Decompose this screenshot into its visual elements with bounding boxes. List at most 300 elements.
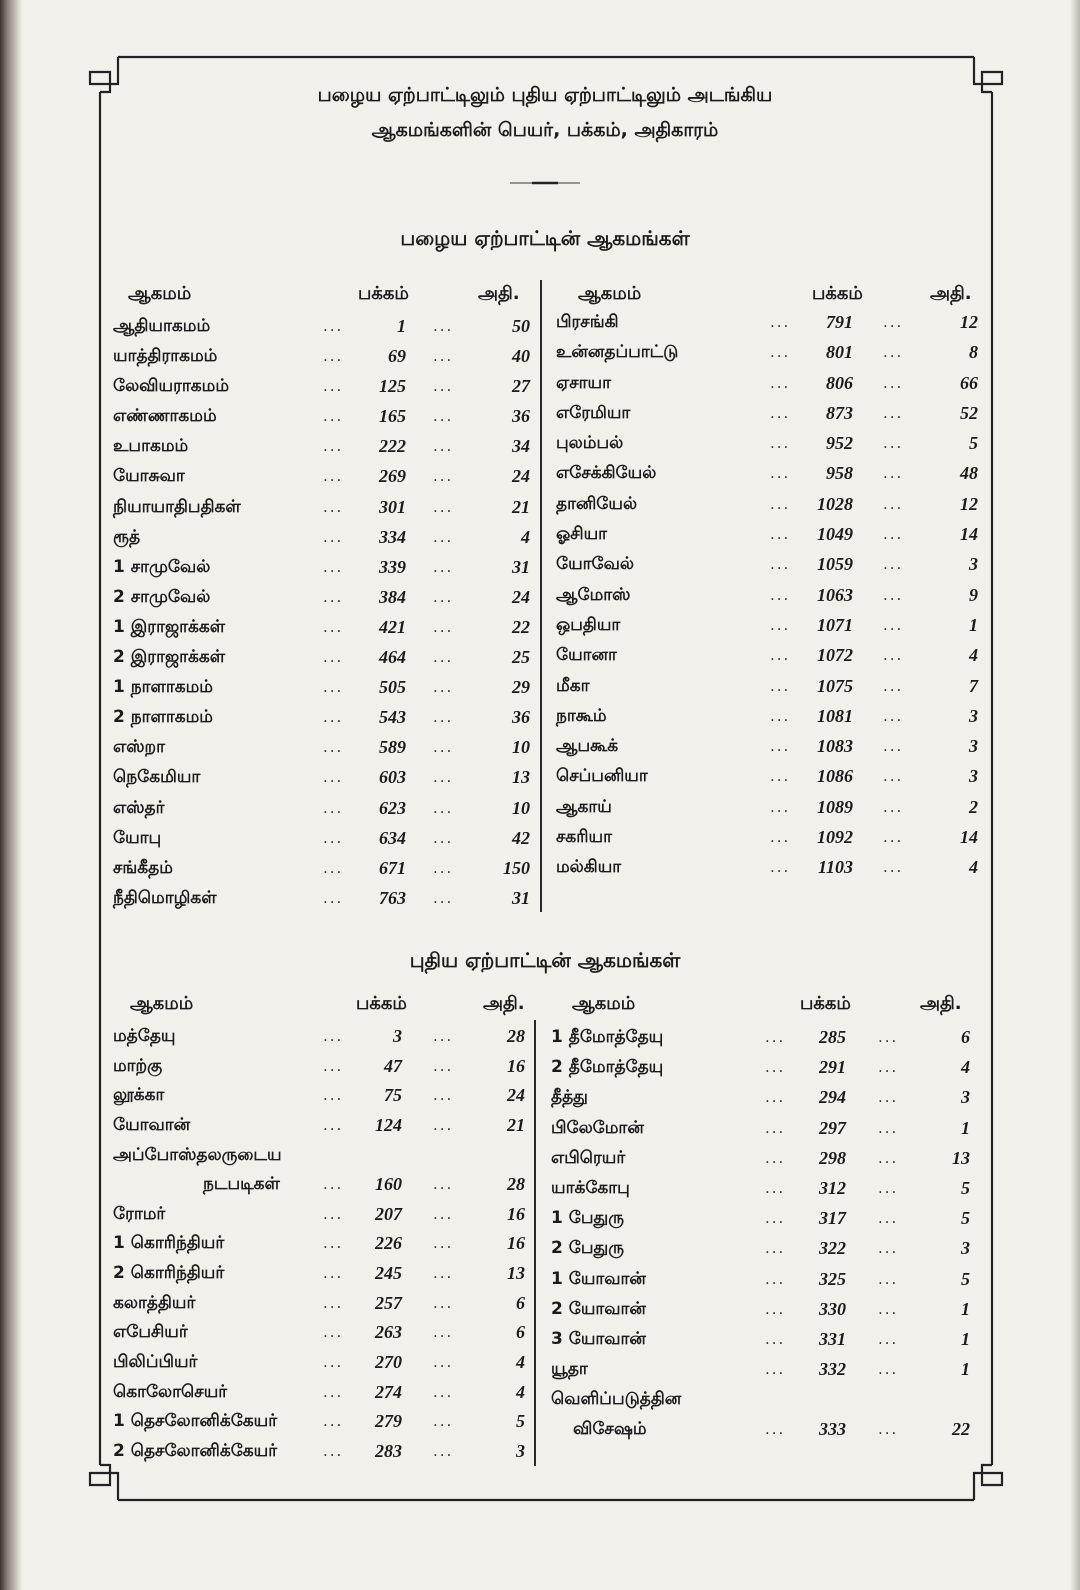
book-name: பிரசங்கி (556, 312, 619, 332)
page-number: 75 (384, 1085, 402, 1106)
book-name: ரோமர் (113, 1203, 166, 1224)
page-number: 1071 (817, 614, 853, 635)
nt-right-column (551, 1022, 983, 1445)
leader-dots: ... (323, 1412, 344, 1431)
leader-dots: ... (433, 798, 454, 817)
leader-dots: ... (433, 617, 454, 636)
leader-dots: ... (878, 1360, 899, 1379)
chapter-count: 4 (516, 1381, 525, 1402)
chapter-count: 3 (516, 1440, 525, 1461)
chapter-count: 14 (960, 827, 978, 848)
leader-dots: ... (770, 585, 791, 604)
chapter-count: 21 (512, 496, 530, 517)
leader-dots: ... (878, 1239, 899, 1258)
leader-dots: ... (765, 1269, 786, 1288)
page-number: 1075 (817, 675, 853, 696)
leader-dots: ... (878, 1269, 899, 1288)
book-name: கொலோசெயர் (113, 1381, 228, 1402)
chapter-count: 3 (969, 736, 978, 757)
leader-dots: ... (323, 708, 344, 727)
book-name: பிலிப்பியர் (113, 1352, 198, 1373)
book-row (113, 1111, 545, 1141)
book-row (556, 398, 988, 428)
ot-right-header-chapters: அதி. (930, 283, 972, 304)
page-number: 1049 (817, 524, 853, 545)
book-row (556, 640, 988, 670)
leader-dots: ... (883, 343, 904, 362)
leader-dots: ... (883, 494, 904, 513)
leader-dots: ... (323, 467, 344, 486)
leader-dots: ... (883, 767, 904, 786)
book-name: எபிரெயர் (551, 1147, 626, 1168)
corner-ornament-bottom-right (974, 1465, 1002, 1500)
book-row (556, 368, 988, 398)
page-number: 124 (375, 1114, 402, 1135)
leader-dots: ... (433, 738, 454, 757)
book-row (113, 341, 545, 371)
leader-dots: ... (323, 317, 344, 335)
page-number: 322 (819, 1238, 846, 1259)
book-row (556, 852, 988, 882)
book-row (113, 672, 545, 702)
leader-dots: ... (323, 828, 344, 847)
leader-dots: ... (770, 828, 791, 847)
book-name: மீகா (556, 675, 590, 696)
book-name: 2 யோவான் (551, 1298, 646, 1319)
chapter-count: 16 (507, 1203, 525, 1224)
book-row (113, 1407, 545, 1437)
leader-dots: ... (883, 737, 904, 756)
book-name: யோவேல் (556, 554, 634, 575)
leader-dots: ... (883, 313, 904, 331)
leader-dots: ... (433, 1441, 454, 1460)
book-name: எஸ்றா (113, 737, 165, 758)
new-testament-heading: புதிய ஏற்பாட்டின் ஆகமங்கள் (409, 948, 681, 972)
leader-dots: ... (770, 494, 791, 513)
chapter-count: 6 (516, 1322, 525, 1343)
chapter-count: 13 (507, 1263, 525, 1284)
leader-dots: ... (323, 1382, 344, 1401)
book-name: 2 இராஜாக்கள் (113, 647, 226, 668)
book-name: 2 தீமோத்தேயு (551, 1057, 664, 1078)
leader-dots: ... (433, 828, 454, 847)
page-number: 69 (388, 346, 406, 367)
corner-ornament-top-right (974, 57, 1002, 92)
title-divider (510, 181, 580, 185)
book-name: கலாத்தியர் (113, 1292, 196, 1313)
book-name-continued: விசேஷம் (573, 1419, 647, 1440)
leader-dots: ... (433, 1293, 454, 1312)
book-row (551, 1324, 983, 1354)
book-row (556, 671, 988, 701)
page-number: 269 (379, 466, 406, 487)
leader-dots: ... (770, 737, 791, 756)
chapter-count: 6 (516, 1292, 525, 1313)
page-number: 226 (375, 1233, 402, 1254)
book-name: 2 நாளாகமம் (113, 707, 213, 728)
book-name: ரூத் (113, 526, 141, 547)
page-number: 330 (819, 1298, 846, 1319)
page-number: 952 (826, 433, 853, 454)
leader-dots: ... (323, 1293, 344, 1312)
chapter-count: 3 (969, 705, 978, 726)
book-name: 1 தீமோத்தேயு (551, 1027, 664, 1047)
chapter-count: 31 (512, 556, 530, 577)
book-row (556, 337, 988, 367)
leader-dots: ... (765, 1299, 786, 1318)
book-name: எண்ணாகமம் (113, 406, 217, 427)
book-row (551, 1354, 983, 1384)
chapter-count: 4 (516, 1352, 525, 1373)
page-number: 589 (379, 737, 406, 758)
nt-right-header-page: பக்கம் (800, 993, 851, 1014)
chapter-count: 7 (969, 675, 978, 696)
book-name: 2 தெசலோனிக்கேயர் (113, 1440, 278, 1461)
leader-dots: ... (433, 437, 454, 456)
ot-left-header-page: பக்கம் (358, 283, 409, 304)
corner-ornament-top-left (90, 57, 118, 92)
page-number: 222 (379, 436, 406, 457)
leader-dots: ... (765, 1420, 786, 1439)
page-number: 257 (375, 1292, 402, 1313)
leader-dots: ... (323, 377, 344, 396)
book-name: 1 நாளாகமம் (113, 677, 213, 698)
page-number: 298 (819, 1147, 846, 1168)
page-number: 1 (397, 316, 406, 336)
book-row (551, 1233, 983, 1263)
book-row (556, 519, 988, 549)
leader-dots: ... (770, 615, 791, 634)
page-number: 384 (379, 586, 406, 607)
page-number: 464 (379, 647, 406, 668)
leader-dots: ... (323, 798, 344, 817)
book-name: பிலேமோன் (551, 1117, 644, 1138)
chapter-count: 4 (961, 1057, 970, 1078)
leader-dots: ... (765, 1329, 786, 1348)
page-number: 1072 (817, 645, 853, 666)
leader-dots: ... (770, 555, 791, 574)
book-row (113, 1081, 545, 1111)
leader-dots: ... (878, 1148, 899, 1167)
page-number: 279 (375, 1411, 402, 1432)
leader-dots: ... (323, 738, 344, 757)
leader-dots: ... (878, 1028, 899, 1046)
chapter-count: 4 (969, 645, 978, 666)
leader-dots: ... (765, 1088, 786, 1107)
book-row (556, 580, 988, 610)
chapter-count: 24 (512, 586, 530, 607)
book-row (113, 582, 545, 612)
leader-dots: ... (878, 1209, 899, 1228)
leader-dots: ... (323, 1086, 344, 1105)
book-row (113, 1141, 545, 1171)
page-number: 1083 (817, 736, 853, 757)
page-number: 312 (819, 1177, 846, 1198)
leader-dots: ... (883, 828, 904, 847)
book-row (113, 1022, 545, 1052)
book-row (113, 793, 545, 823)
book-name: மாற்கு (113, 1055, 163, 1076)
page-number: 1063 (817, 584, 853, 605)
leader-dots: ... (323, 858, 344, 877)
book-row (113, 522, 545, 552)
chapter-count: 12 (960, 312, 978, 332)
leader-dots: ... (883, 797, 904, 816)
leader-dots: ... (433, 708, 454, 727)
leader-dots: ... (433, 768, 454, 787)
nt-right-header-chapters: அதி. (920, 993, 962, 1014)
leader-dots: ... (323, 617, 344, 636)
book-row (113, 732, 545, 762)
chapter-count: 1 (961, 1117, 970, 1138)
book-row (556, 428, 988, 458)
leader-dots: ... (323, 1234, 344, 1253)
leader-dots: ... (433, 497, 454, 516)
leader-dots: ... (433, 557, 454, 576)
leader-dots: ... (323, 1115, 344, 1134)
page-number: 294 (819, 1087, 846, 1108)
book-row (113, 1318, 545, 1348)
book-row (551, 1052, 983, 1082)
book-row (551, 1082, 983, 1112)
leader-dots: ... (323, 1264, 344, 1283)
nt-left-header-chapters: அதி. (483, 993, 525, 1014)
leader-dots: ... (433, 1056, 454, 1075)
leader-dots: ... (878, 1329, 899, 1348)
leader-dots: ... (883, 706, 904, 725)
book-name: 1 பேதுரு (551, 1208, 624, 1229)
chapter-count: 3 (961, 1087, 970, 1108)
leader-dots: ... (883, 373, 904, 392)
book-row (551, 1173, 983, 1203)
page-number: 1028 (817, 493, 853, 514)
leader-dots: ... (433, 1086, 454, 1105)
leader-dots: ... (770, 313, 791, 331)
book-row (551, 1113, 983, 1143)
nt-left-column (113, 1022, 545, 1467)
chapter-count: 50 (512, 316, 530, 336)
leader-dots: ... (433, 1115, 454, 1134)
leader-dots: ... (433, 1264, 454, 1283)
leader-dots: ... (433, 888, 454, 907)
leader-dots: ... (770, 858, 791, 877)
page-number: 47 (384, 1055, 402, 1076)
leader-dots: ... (323, 1323, 344, 1342)
chapter-count: 22 (512, 616, 530, 637)
book-name: யோவான் (113, 1114, 191, 1135)
book-name: 1 யோவான் (551, 1268, 646, 1289)
leader-dots: ... (323, 1353, 344, 1372)
leader-dots: ... (770, 373, 791, 392)
chapter-count: 13 (952, 1147, 970, 1168)
page-number: 1059 (817, 554, 853, 575)
book-name: எசேக்கியேல் (556, 463, 657, 484)
book-name: எபேசியர் (113, 1322, 188, 1343)
leader-dots: ... (883, 615, 904, 634)
leader-dots: ... (883, 676, 904, 695)
leader-dots: ... (770, 434, 791, 453)
book-row (113, 431, 545, 461)
page-number: 1103 (817, 857, 853, 878)
book-name: யாத்திராகமம் (113, 346, 218, 367)
book-row (556, 792, 988, 822)
book-row (113, 1348, 545, 1378)
leader-dots: ... (433, 1353, 454, 1372)
leader-dots: ... (883, 646, 904, 665)
leader-dots: ... (883, 555, 904, 574)
page-number: 623 (379, 797, 406, 818)
page-number: 291 (819, 1057, 846, 1078)
book-row (551, 1294, 983, 1324)
page-number: 283 (375, 1440, 402, 1461)
chapter-count: 29 (512, 677, 530, 698)
leader-dots: ... (433, 678, 454, 697)
book-row (113, 1259, 545, 1289)
book-name: சகரியா (556, 827, 612, 848)
book-row (551, 1384, 983, 1414)
book-name: யோனா (556, 645, 617, 666)
page-number: 543 (379, 707, 406, 728)
leader-dots: ... (883, 434, 904, 453)
chapter-count: 16 (507, 1055, 525, 1076)
chapter-count: 1 (961, 1298, 970, 1319)
leader-dots: ... (770, 676, 791, 695)
chapter-count: 14 (960, 524, 978, 545)
page-number: 958 (826, 463, 853, 484)
chapter-count: 36 (512, 707, 530, 728)
book-name: தானியேல் (556, 493, 638, 514)
page-number: 873 (826, 402, 853, 423)
book-name: 1 தெசலோனிக்கேயர் (113, 1411, 278, 1432)
chapter-count: 4 (969, 857, 978, 878)
chapter-count: 2 (969, 796, 978, 817)
old-testament-heading: பழைய ஏற்பாட்டின் ஆகமங்கள் (400, 226, 690, 250)
page-number: 263 (375, 1322, 402, 1343)
book-row (113, 853, 545, 883)
leader-dots: ... (433, 648, 454, 667)
book-row (113, 823, 545, 853)
book-row (113, 1200, 545, 1230)
leader-dots: ... (433, 1027, 454, 1045)
chapter-count: 42 (512, 827, 530, 848)
leader-dots: ... (878, 1178, 899, 1197)
leader-dots: ... (323, 1027, 344, 1045)
ot-left-header-chapters: அதி. (478, 283, 520, 304)
book-row (113, 461, 545, 491)
book-row (556, 489, 988, 519)
leader-dots: ... (878, 1420, 899, 1439)
book-name: லேவியராகமம் (113, 376, 229, 397)
page-number: 301 (379, 496, 406, 517)
chapter-count: 3 (969, 554, 978, 575)
page-number: 671 (379, 857, 406, 878)
leader-dots: ... (770, 525, 791, 544)
book-name: செப்பனியா (556, 766, 648, 787)
book-name: 1 கொரிந்தியர் (113, 1233, 225, 1254)
leader-dots: ... (433, 317, 454, 335)
book-row (113, 642, 545, 672)
book-row (113, 552, 545, 582)
chapter-count: 24 (512, 466, 530, 487)
chapter-count: 52 (960, 402, 978, 423)
leader-dots: ... (433, 1204, 454, 1223)
book-row (113, 883, 545, 913)
chapter-count: 1 (961, 1359, 970, 1380)
chapter-count: 31 (512, 887, 530, 908)
leader-dots: ... (770, 706, 791, 725)
chapter-count: 5 (961, 1177, 970, 1198)
leader-dots: ... (770, 646, 791, 665)
leader-dots: ... (765, 1178, 786, 1197)
leader-dots: ... (770, 403, 791, 422)
book-row (113, 762, 545, 792)
chapter-count: 12 (960, 493, 978, 514)
leader-dots: ... (433, 1234, 454, 1253)
chapter-count: 1 (969, 614, 978, 635)
leader-dots: ... (883, 525, 904, 544)
chapter-count: 3 (961, 1238, 970, 1259)
leader-dots: ... (433, 1412, 454, 1431)
book-name: 2 பேதுரு (551, 1238, 624, 1259)
leader-dots: ... (323, 1056, 344, 1075)
leader-dots: ... (433, 1175, 454, 1194)
leader-dots: ... (878, 1088, 899, 1107)
book-name: 2 சாமுவேல் (113, 586, 211, 607)
page-number: 1089 (817, 796, 853, 817)
page-number: 603 (379, 767, 406, 788)
leader-dots: ... (878, 1299, 899, 1318)
book-row (113, 311, 545, 341)
book-row (551, 1203, 983, 1233)
nt-left-header-book: ஆகமம் (130, 993, 194, 1014)
book-row (113, 1378, 545, 1408)
book-name: ஆதியாகமம் (113, 316, 211, 336)
ot-right-column (556, 307, 988, 883)
page-title-line-1: பழைய ஏற்பாட்டிலும் புதிய ஏற்பாட்டிலும் அடங்கிய (317, 84, 773, 106)
book-row (113, 612, 545, 642)
ot-left-header-book: ஆகமம் (128, 283, 192, 304)
leader-dots: ... (323, 497, 344, 516)
leader-dots: ... (765, 1360, 786, 1379)
leader-dots: ... (765, 1118, 786, 1137)
book-row (113, 1052, 545, 1082)
leader-dots: ... (323, 1204, 344, 1223)
page-number: 297 (819, 1117, 846, 1138)
chapter-count: 9 (969, 584, 978, 605)
chapter-count: 25 (512, 647, 530, 668)
leader-dots: ... (433, 467, 454, 486)
book-row (113, 371, 545, 401)
leader-dots: ... (433, 587, 454, 606)
book-name: 1 இராஜாக்கள் (113, 616, 226, 637)
page-number: 160 (375, 1174, 402, 1195)
book-name: ஆமோஸ் (556, 584, 631, 605)
book-row (556, 458, 988, 488)
page-number: 270 (375, 1352, 402, 1373)
book-name: ஆகாய் (556, 796, 612, 817)
chapter-count: 1 (961, 1328, 970, 1349)
leader-dots: ... (433, 527, 454, 546)
leader-dots: ... (323, 678, 344, 697)
book-name: புலம்பல் (556, 433, 624, 454)
book-row (113, 492, 545, 522)
page-number: 634 (379, 827, 406, 848)
book-name: 1 சாமுவேல் (113, 556, 211, 577)
chapter-count: 10 (512, 797, 530, 818)
leader-dots: ... (323, 1175, 344, 1194)
chapter-count: 24 (507, 1085, 525, 1106)
book-name: எஸ்தர் (113, 797, 165, 818)
